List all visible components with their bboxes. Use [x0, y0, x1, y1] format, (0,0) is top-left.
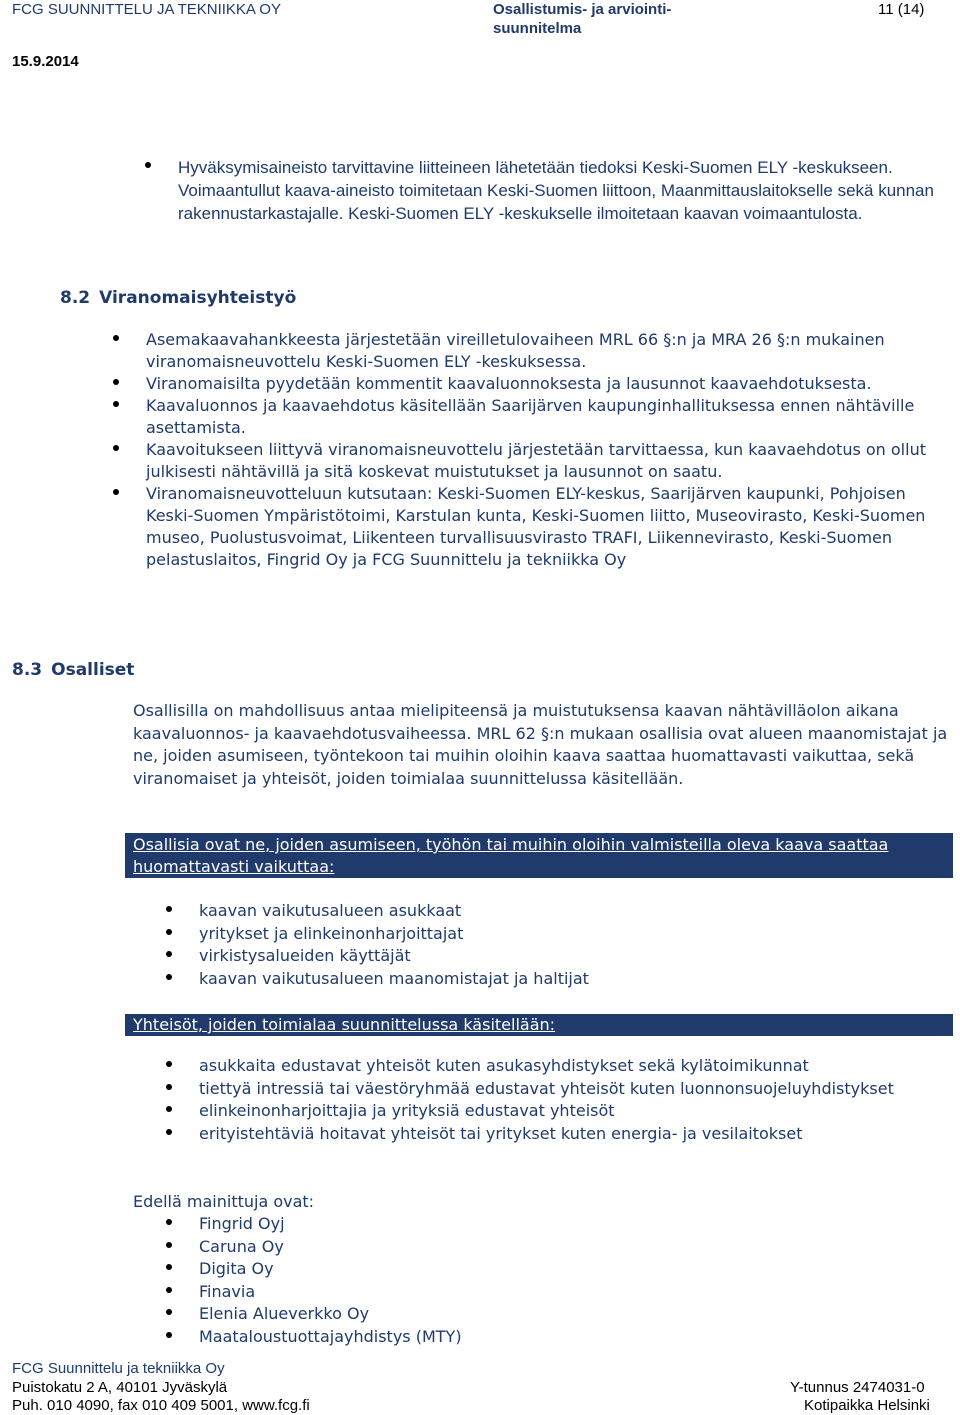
bullet-icon — [166, 1084, 172, 1090]
list-item: Digita Oy — [199, 1258, 959, 1281]
footer-company: FCG Suunnittelu ja tekniikka Oy — [12, 1360, 225, 1377]
page-number: 11 (14) — [878, 1, 925, 18]
bullet-icon — [166, 1219, 172, 1225]
list-item: Finavia — [199, 1281, 959, 1304]
bullet-icon — [166, 1106, 172, 1112]
bullet-icon — [166, 1264, 172, 1270]
bullet-icon — [145, 162, 151, 168]
bullet-icon — [166, 1309, 172, 1315]
footer-business-id: Y-tunnus 2474031-0 — [790, 1379, 925, 1396]
authority-bullet-list — [146, 329, 946, 571]
bullet-icon — [166, 1061, 172, 1067]
bullet-icon — [166, 906, 172, 912]
bullet-icon — [166, 974, 172, 980]
mentioned-label: Edellä mainittuja ovat: — [133, 1192, 315, 1211]
header-date: 15.9.2014 — [12, 53, 79, 70]
bullet-icon — [113, 379, 119, 385]
list-item: virkistysalueiden käyttäjät — [199, 945, 959, 968]
list-item: kaavan vaikutusalueen asukkaat — [199, 900, 959, 923]
list-item: Fingrid Oyj — [199, 1213, 959, 1236]
footer-domicile: Kotipaikka Helsinki — [804, 1397, 930, 1414]
participants-paragraph: Osallisilla on mahdollisuus antaa mielipiteensä ja muistutuksensa kaavan nähtävilläolon aikana kaavaluonnos- ja kaavaehdotusvaiheessa. MRL 62 §:n mukaan osallisia ovat alueen maanomistajat ja ne, joiden asumiseen, työntekoon tai muihin oloihin kaava saattaa huomattavasti vaikuttaa, sekä viranomaiset ja yhteisöt, joiden toimialaa suunnittelussa käsitellään. — [133, 701, 948, 788]
header-company: FCG SUUNNITTELU JA TEKNIIKKA OY — [12, 1, 281, 18]
list-item: Kaavaluonnos ja kaavaehdotus käsitellään Saarijärven kaupunginhallituksessa ennen nähtäville asettamista. — [146, 395, 946, 439]
bullet-icon — [166, 1129, 172, 1135]
bullet-icon — [166, 929, 172, 935]
list-item: Viranomaisneuvotteluun kutsutaan: Keski-Suomen ELY-keskus, Saarijärven kaupunki, Pohjoisen Keski-Suomen Ympäristötoimi, Karstulan kunta, Keski-Suomen liitto, Museovirasto, Keski-Suomen museo, Puolustusvoimat, Liikenteen turvallisuusvirasto TRAFI, Liikennevirasto, Keski-Suomen pelastuslaitos, Fingrid Oy ja FCG Suunnittelu ja tekniikka Oy — [146, 483, 946, 571]
section-heading-8-2: 8.2 Viranomaisyhteistyö — [60, 288, 297, 308]
bullet-icon — [166, 1242, 172, 1248]
highlight-band-participants: Osallisia ovat ne, joiden asumiseen, työhön tai muihin oloihin valmisteilla oleva kaava saattaa huomattavasti vaikuttaa: — [125, 833, 953, 878]
list-item: Elenia Alueverkko Oy — [199, 1303, 959, 1326]
bullet-icon — [113, 335, 119, 341]
mentioned-list — [199, 1213, 959, 1348]
list-item: Kaavoitukseen liittyvä viranomaisneuvottelu järjestetään tarvittaessa, kun kaavaehdotus on ollut julkisesti nähtävillä ja sitä koskevat muistutukset ja lausunnot on saatu. — [146, 439, 946, 483]
list-item: yritykset ja elinkeinonharjoittajat — [199, 923, 959, 946]
bullet-icon — [113, 401, 119, 407]
bullet-icon — [166, 1287, 172, 1293]
bullet-icon — [113, 489, 119, 495]
bullet-icon — [113, 445, 119, 451]
list-item: Hyväksymisaineisto tarvittavine liitteineen lähetetään tiedoksi Keski-Suomen ELY -keskukseen. Voimaantullut kaava-aineisto toimitetaan Keski-Suomen liittoon, Maanmittauslaitokselle sekä kunnan rakennustarkastajalle. Keski-Suomen ELY -keskukselle ilmoitetaan kaavan voimaantulosta. — [178, 156, 958, 225]
list-item: erityistehtäviä hoitavat yhteisöt tai yritykset kuten energia- ja vesilaitokset — [199, 1123, 959, 1146]
list-item: Asemakaavahankkeesta järjestetään vireilletulovaiheen MRL 66 §:n ja MRA 26 §:n mukainen viranomaisneuvottelu Keski-Suomen ELY -keskuksessa. — [146, 329, 946, 373]
section-heading-8-3: 8.3 Osalliset — [12, 660, 135, 680]
intro-bullet-list — [178, 156, 958, 225]
header-doc-title: Osallistumis- ja arviointi-suunnitelma — [493, 1, 672, 37]
participants-list — [199, 900, 959, 990]
list-item: elinkeinonharjoittajia ja yrityksiä edustavat yhteisöt — [199, 1100, 959, 1123]
list-item: kaavan vaikutusalueen maanomistajat ja haltijat — [199, 968, 959, 991]
list-item: asukkaita edustavat yhteisöt kuten asukasyhdistykset sekä kylätoimikunnat — [199, 1055, 959, 1078]
highlight-band-communities: Yhteisöt, joiden toimialaa suunnittelussa käsitellään: — [125, 1014, 953, 1036]
list-item: Maataloustuottajayhdistys (MTY) — [199, 1326, 959, 1349]
list-item: Caruna Oy — [199, 1236, 959, 1259]
footer-address: Puistokatu 2 A, 40101 Jyväskylä — [12, 1379, 228, 1396]
bullet-icon — [166, 951, 172, 957]
communities-list — [199, 1055, 959, 1145]
footer-phone: Puh. 010 4090, fax 010 409 5001, www.fcg.fi — [12, 1397, 310, 1414]
list-item: tiettyä intressiä tai väestöryhmää edustavat yhteisöt kuten luonnonsuojeluyhdistykset — [199, 1078, 959, 1101]
list-item: Viranomaisilta pyydetään kommentit kaavaluonnoksesta ja lausunnot kaavaehdotuksesta. — [146, 373, 946, 395]
bullet-icon — [166, 1332, 172, 1338]
